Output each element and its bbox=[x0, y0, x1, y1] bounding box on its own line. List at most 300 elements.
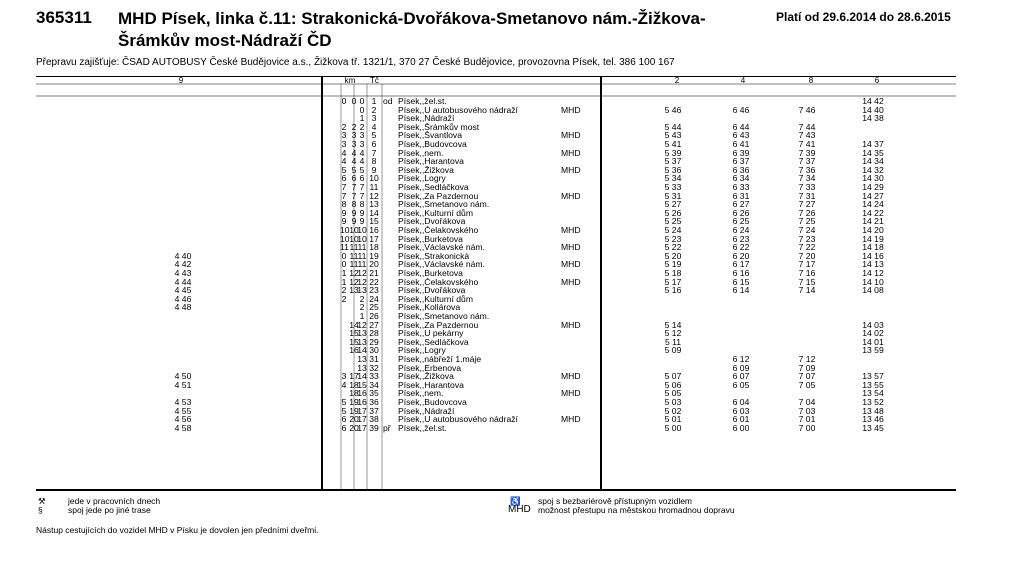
km-value: 15 bbox=[349, 336, 359, 347]
table-row bbox=[36, 114, 956, 123]
km-value: 19 bbox=[349, 397, 359, 407]
trip-9-header: 9 bbox=[178, 76, 184, 85]
table-row bbox=[36, 106, 956, 115]
stop-number: 35 bbox=[369, 388, 379, 399]
table-row bbox=[36, 329, 956, 338]
stop-number: 15 bbox=[369, 216, 379, 227]
departure-time: 7 15 bbox=[798, 276, 816, 287]
km-value: 16 bbox=[349, 345, 359, 356]
stop-number: 3 bbox=[371, 113, 377, 124]
mhd-flag: MHD bbox=[561, 147, 581, 158]
km-value: 13 bbox=[349, 285, 359, 296]
departure-time: 14 10 bbox=[862, 276, 884, 287]
departure-time: 6 44 bbox=[732, 121, 750, 132]
km-value: 3 bbox=[341, 130, 347, 141]
departure-time: 4 44 bbox=[174, 276, 192, 287]
table-row bbox=[36, 338, 956, 347]
km-value: 2 bbox=[341, 121, 347, 132]
stop-number: 36 bbox=[369, 397, 379, 407]
trip-6-header: 6 bbox=[874, 76, 880, 85]
km-value: 7 bbox=[341, 190, 347, 201]
stop-name: Písek,,Budovcova bbox=[398, 398, 467, 407]
km-value: 3 bbox=[359, 130, 365, 141]
departure-time: 5 01 bbox=[664, 414, 682, 425]
line-code: 365311 bbox=[36, 8, 92, 27]
departure-time: 13 46 bbox=[862, 414, 884, 425]
departure-time: 7 27 bbox=[798, 199, 816, 210]
departure-time: 5 24 bbox=[664, 225, 682, 235]
km-value: 5 bbox=[341, 397, 347, 407]
departure-time: 7 14 bbox=[798, 285, 816, 296]
mhd-flag: MHD bbox=[561, 190, 581, 201]
departure-time: 7 03 bbox=[798, 405, 816, 416]
table-row bbox=[36, 424, 956, 433]
departure-time: 7 44 bbox=[798, 121, 816, 132]
table-row bbox=[36, 157, 956, 166]
table-row bbox=[36, 226, 956, 235]
table-row bbox=[36, 415, 956, 424]
stop-name: Písek,,Burketova bbox=[398, 269, 463, 278]
stop-name: Písek,,Smetanovo nám. bbox=[398, 312, 490, 321]
carrier-info: Přepravu zajišťuje: ČSAD AUTOBUSY České Budějovice a.s., Žižkova tř. 1321/1, 370 27 České Budějovice, provozovna Písek, tel. 386 100 167 bbox=[36, 57, 675, 68]
legend-mhd: možnost přestupu na městskou hromadnou dopravu bbox=[538, 505, 735, 515]
mhd-flag: MHD bbox=[561, 414, 581, 425]
departure-time: 7 39 bbox=[798, 147, 816, 158]
stop-number: 8 bbox=[371, 156, 377, 167]
departure-time: 14 20 bbox=[862, 225, 884, 235]
stop-name: Písek,,Kollárova bbox=[398, 303, 461, 312]
km-value: 20 bbox=[349, 414, 359, 425]
stop-name: Písek,,Harantova bbox=[398, 380, 464, 390]
stop-number: 28 bbox=[369, 328, 379, 339]
stop-name: Písek,,Čelakovského bbox=[398, 226, 479, 235]
departure-time: 6 33 bbox=[732, 182, 750, 192]
km-value: 4 bbox=[359, 156, 365, 167]
departure-time: 5 09 bbox=[664, 345, 682, 356]
table-row bbox=[36, 192, 956, 201]
km-value: 17 bbox=[349, 371, 359, 382]
km-value: 17 bbox=[357, 405, 367, 416]
departure-time: 5 02 bbox=[664, 405, 682, 416]
km-value: 7 bbox=[359, 182, 365, 192]
km-value: 7 bbox=[351, 182, 357, 192]
departure-time: 5 26 bbox=[664, 207, 682, 218]
table-row bbox=[36, 372, 956, 381]
table-row bbox=[36, 389, 956, 398]
stop-number: 39 bbox=[369, 422, 379, 433]
km-value: 13 bbox=[357, 336, 367, 347]
km-value: 12 bbox=[349, 276, 359, 287]
departure-time: 14 21 bbox=[862, 216, 884, 227]
km-value: 9 bbox=[359, 216, 365, 227]
stop-name: Písek,,Žižkova bbox=[398, 372, 454, 381]
stop-number: 30 bbox=[369, 345, 379, 356]
table-row bbox=[36, 123, 956, 132]
stop-number: 1 bbox=[371, 96, 377, 106]
trip-8-header: 8 bbox=[808, 76, 814, 85]
departure-time: 7 16 bbox=[798, 268, 816, 278]
stop-number: 16 bbox=[369, 225, 379, 235]
table-row bbox=[36, 252, 956, 261]
mhd-flag: MHD bbox=[561, 242, 581, 253]
mhd-flag: MHD bbox=[561, 164, 581, 175]
km-value: 12 bbox=[357, 268, 367, 278]
departure-time: 5 41 bbox=[664, 139, 682, 149]
km-value: 15 bbox=[357, 379, 367, 390]
km-value: 11 bbox=[349, 259, 359, 270]
stop-number: 23 bbox=[369, 285, 379, 296]
departure-time: 6 03 bbox=[732, 405, 750, 416]
departure-time: 13 54 bbox=[862, 388, 884, 399]
departure-time: 7 12 bbox=[798, 354, 816, 364]
stop-number: 6 bbox=[371, 139, 377, 149]
table-row bbox=[36, 183, 956, 192]
departure-time: 14 27 bbox=[862, 190, 884, 201]
km-value: 6 bbox=[341, 414, 347, 425]
departure-time: 14 38 bbox=[862, 113, 884, 124]
table-row bbox=[36, 174, 956, 183]
departure-time: 6 39 bbox=[732, 147, 750, 158]
km-value: 6 bbox=[359, 173, 365, 184]
departure-time: 6 01 bbox=[732, 414, 750, 425]
departure-time: 14 24 bbox=[862, 199, 884, 210]
stop-number: 25 bbox=[369, 302, 379, 313]
km-value: 16 bbox=[357, 388, 367, 399]
km-value: 17 bbox=[357, 414, 367, 425]
km-value: 13 bbox=[357, 354, 367, 364]
km-value: 14 bbox=[349, 319, 359, 330]
departure-time: 5 03 bbox=[664, 397, 682, 407]
departure-time: 5 17 bbox=[664, 276, 682, 287]
departure-time: 5 19 bbox=[664, 259, 682, 270]
departure-time: 7 36 bbox=[798, 164, 816, 175]
table-row bbox=[36, 312, 956, 321]
km-value: 4 bbox=[351, 147, 357, 158]
km-value: 3 bbox=[351, 139, 357, 149]
stop-name: Písek,,Nádraží bbox=[398, 406, 455, 416]
departure-time: 5 12 bbox=[664, 328, 682, 339]
trip-4-header: 4 bbox=[740, 76, 746, 85]
km-value: 1 bbox=[341, 276, 347, 287]
km-value: 0 bbox=[359, 104, 365, 115]
mhd-flag: MHD bbox=[561, 130, 581, 141]
legend-wheelchair: spoj s bezbariérově přístupným vozidlem bbox=[538, 496, 693, 506]
departure-time: 5 31 bbox=[664, 190, 682, 201]
departure-time: 5 36 bbox=[664, 164, 682, 175]
departure-time: 4 45 bbox=[174, 285, 192, 296]
km-value: 10 bbox=[357, 225, 367, 235]
departure-time: 7 25 bbox=[798, 216, 816, 227]
departure-time: 6 34 bbox=[732, 173, 750, 184]
table-row bbox=[36, 364, 956, 373]
departure-time: 7 17 bbox=[798, 259, 816, 270]
departure-time: 5 07 bbox=[664, 371, 682, 382]
validity: Platí od 29.6.2014 do 28.6.2015 bbox=[776, 10, 951, 24]
table-row bbox=[36, 217, 956, 226]
km-value: 5 bbox=[351, 164, 357, 175]
stop-number: 14 bbox=[369, 207, 379, 218]
departure-time: 14 01 bbox=[862, 336, 884, 347]
departure-time: 13 59 bbox=[862, 345, 884, 356]
od-pr-mark: od bbox=[383, 96, 393, 106]
departure-time: 14 35 bbox=[862, 147, 884, 158]
stop-name: Písek,,Kulturní dům bbox=[398, 294, 473, 304]
table-row bbox=[36, 149, 956, 158]
departure-time: 7 31 bbox=[798, 190, 816, 201]
km-value: 4 bbox=[341, 379, 347, 390]
stop-name: Písek,,žel.st. bbox=[398, 97, 447, 106]
departure-time: 13 48 bbox=[862, 405, 884, 416]
table-row bbox=[36, 235, 956, 244]
km-value: 3 bbox=[341, 139, 347, 149]
departure-time: 14 12 bbox=[862, 268, 884, 278]
departure-time: 6 36 bbox=[732, 164, 750, 175]
km-value: 9 bbox=[351, 207, 357, 218]
departure-time: 5 06 bbox=[664, 379, 682, 390]
km-value: 11 bbox=[349, 250, 359, 261]
departure-time: 7 37 bbox=[798, 156, 816, 167]
departure-time: 5 00 bbox=[664, 422, 682, 433]
km-value: 1 bbox=[359, 311, 365, 321]
stop-number: 37 bbox=[369, 405, 379, 416]
departure-time: 5 46 bbox=[664, 104, 682, 115]
departure-time: 5 25 bbox=[664, 216, 682, 227]
departure-time: 6 05 bbox=[732, 379, 750, 390]
km-value: 7 bbox=[351, 190, 357, 201]
departure-time: 14 13 bbox=[862, 259, 884, 270]
table-row bbox=[36, 381, 956, 390]
departure-time: 5 16 bbox=[664, 285, 682, 296]
departure-time: 14 03 bbox=[862, 319, 884, 330]
stop-name: Písek,,Sedláčkova bbox=[398, 183, 469, 192]
stop-number: 4 bbox=[371, 121, 377, 132]
stop-number: 9 bbox=[371, 164, 377, 175]
tc-header: Tč bbox=[370, 76, 379, 85]
km-value: 8 bbox=[341, 199, 347, 210]
departure-time: 4 46 bbox=[174, 293, 192, 304]
departure-time: 6 41 bbox=[732, 139, 750, 149]
stop-number: 10 bbox=[369, 173, 379, 184]
stop-name: Písek,,Burketova bbox=[398, 234, 463, 244]
table-row bbox=[36, 243, 956, 252]
stop-number: 34 bbox=[369, 379, 379, 390]
km-value: 6 bbox=[341, 173, 347, 184]
boarding-note: Nástup cestujících do vozidel MHD v Písku je dovolen jen předními dveřmi. bbox=[36, 525, 319, 535]
km-value: 16 bbox=[357, 397, 367, 407]
departure-time: 6 31 bbox=[732, 190, 750, 201]
mhd-flag: MHD bbox=[561, 225, 581, 235]
departure-time: 13 57 bbox=[862, 371, 884, 382]
km-value: 9 bbox=[359, 207, 365, 218]
stop-number: 31 bbox=[369, 354, 379, 364]
departure-time: 6 15 bbox=[732, 276, 750, 287]
departure-time: 6 00 bbox=[732, 422, 750, 433]
table-row bbox=[36, 209, 956, 218]
legend-other-route-icon: § bbox=[38, 505, 43, 515]
km-value: 13 bbox=[357, 285, 367, 296]
departure-time: 14 37 bbox=[862, 139, 884, 149]
stop-name: Písek,,U pekárny bbox=[398, 329, 464, 338]
departure-time: 6 22 bbox=[732, 242, 750, 253]
stop-number: 32 bbox=[369, 362, 379, 373]
trip-2-header: 2 bbox=[674, 76, 680, 85]
departure-time: 5 37 bbox=[664, 156, 682, 167]
km-value: 6 bbox=[351, 173, 357, 184]
departure-time: 14 34 bbox=[862, 156, 884, 167]
stop-name: Písek,,Kulturní dům bbox=[398, 208, 473, 218]
departure-time: 5 33 bbox=[664, 182, 682, 192]
stop-name: Písek,,Dvořákova bbox=[398, 286, 466, 295]
km-value: 2 bbox=[359, 293, 365, 304]
km-value: 0 bbox=[341, 250, 347, 261]
stop-number: 21 bbox=[369, 268, 379, 278]
km-value: 10 bbox=[357, 233, 367, 244]
stop-number: 20 bbox=[369, 259, 379, 270]
line-title: MHD Písek, linka č.11: Strakonická-Dvořákova-Smetanovo nám.-Žižkova-Šrámkův most-Nádraží ČD bbox=[118, 9, 706, 50]
km-value: 11 bbox=[349, 242, 359, 253]
mhd-flag: MHD bbox=[561, 319, 581, 330]
departure-time: 7 33 bbox=[798, 182, 816, 192]
stop-number: 38 bbox=[369, 414, 379, 425]
departure-time: 14 19 bbox=[862, 233, 884, 244]
table-row bbox=[36, 286, 956, 295]
stop-name: Písek,,Erbenova bbox=[398, 363, 462, 373]
departure-time: 4 56 bbox=[174, 414, 192, 425]
km-value: 8 bbox=[359, 199, 365, 210]
departure-time: 4 40 bbox=[174, 250, 192, 261]
stop-name: Písek,,Švantlova bbox=[398, 131, 463, 140]
km-value: 6 bbox=[341, 422, 347, 433]
departure-time: 7 41 bbox=[798, 139, 816, 149]
stop-name: Písek,,Smetanovo nám. bbox=[398, 200, 490, 209]
departure-time: 6 46 bbox=[732, 104, 750, 115]
departure-time: 5 14 bbox=[664, 319, 682, 330]
km-value: 19 bbox=[349, 405, 359, 416]
departure-time: 7 22 bbox=[798, 242, 816, 253]
table-row bbox=[36, 260, 956, 269]
km-value: 0 bbox=[351, 96, 357, 106]
table-row bbox=[36, 140, 956, 149]
stop-name: Písek,,Šrámkův most bbox=[398, 122, 480, 132]
km-value: 18 bbox=[349, 388, 359, 399]
departure-time: 13 45 bbox=[862, 422, 884, 433]
departure-time: 4 53 bbox=[174, 397, 192, 407]
stop-name: Písek,,Václavské nám. bbox=[398, 243, 485, 252]
km-value: 3 bbox=[351, 130, 357, 141]
departure-time: 14 32 bbox=[862, 164, 884, 175]
km-value: 12 bbox=[357, 276, 367, 287]
departure-time: 14 22 bbox=[862, 207, 884, 218]
stop-number: 18 bbox=[369, 242, 379, 253]
stop-name: Písek,,Logry bbox=[398, 346, 446, 355]
km-value: 8 bbox=[351, 199, 357, 210]
km-value: 7 bbox=[359, 190, 365, 201]
departure-time: 7 43 bbox=[798, 130, 816, 141]
km-value: 0 bbox=[341, 96, 347, 106]
km-value: 17 bbox=[357, 422, 367, 433]
km-value: 4 bbox=[351, 156, 357, 167]
table-row bbox=[36, 131, 956, 140]
stop-name: Písek,,Budovcova bbox=[398, 140, 467, 149]
departure-time: 6 14 bbox=[732, 285, 750, 296]
departure-time: 5 05 bbox=[664, 388, 682, 399]
stop-number: 27 bbox=[369, 319, 379, 330]
km-value: 11 bbox=[340, 242, 349, 253]
departure-time: 4 51 bbox=[174, 379, 192, 390]
km-value: 10 bbox=[349, 233, 359, 244]
km-value: 2 bbox=[341, 285, 347, 296]
departure-time: 7 26 bbox=[798, 207, 816, 218]
departure-time: 5 18 bbox=[664, 268, 682, 278]
departure-time: 13 55 bbox=[862, 379, 884, 390]
km-value: 11 bbox=[357, 259, 367, 270]
stop-name: Písek,,Žižkova bbox=[398, 165, 454, 175]
stop-number: 13 bbox=[369, 199, 379, 210]
km-value: 7 bbox=[341, 182, 347, 192]
stop-number: 19 bbox=[369, 250, 379, 261]
km-value: 9 bbox=[341, 216, 347, 227]
stop-number: 5 bbox=[371, 130, 377, 141]
departure-time: 7 34 bbox=[798, 173, 816, 184]
departure-time: 14 02 bbox=[862, 328, 884, 339]
departure-time: 6 16 bbox=[732, 268, 750, 278]
departure-time: 14 40 bbox=[862, 104, 884, 115]
table-row bbox=[36, 355, 956, 364]
km-value: 0 bbox=[359, 96, 365, 106]
legend-workdays-icon: ⚒ bbox=[38, 496, 46, 506]
legend-wheelchair-icon: ♿ bbox=[510, 496, 521, 506]
departure-time: 6 04 bbox=[732, 397, 750, 407]
km-value: 0 bbox=[341, 259, 347, 270]
km-value: 13 bbox=[357, 362, 367, 373]
stop-number: 29 bbox=[369, 336, 379, 347]
table-row bbox=[36, 278, 956, 287]
stop-name: Písek,,Harantova bbox=[398, 157, 464, 166]
departure-time: 14 08 bbox=[862, 285, 884, 296]
km-value: 2 bbox=[359, 302, 365, 313]
departure-time: 7 04 bbox=[798, 397, 816, 407]
stop-number: 17 bbox=[369, 233, 379, 244]
od-pr-mark: př bbox=[383, 422, 391, 433]
km-value: 11 bbox=[357, 250, 367, 261]
departure-time: 7 46 bbox=[798, 104, 816, 115]
km-value: 10 bbox=[340, 233, 350, 244]
departure-time: 6 43 bbox=[732, 130, 750, 141]
table-row bbox=[36, 407, 956, 416]
departure-time: 14 30 bbox=[862, 173, 884, 184]
stop-name: Písek,,Za Pazdernou bbox=[398, 191, 479, 201]
km-value: 5 bbox=[359, 164, 365, 175]
departure-time: 14 18 bbox=[862, 242, 884, 253]
km-value: 11 bbox=[357, 242, 367, 253]
departure-time: 6 09 bbox=[732, 362, 750, 373]
legend-other-route: spoj jede po jiné trase bbox=[68, 505, 151, 515]
km-value: 12 bbox=[349, 268, 359, 278]
departure-time: 5 23 bbox=[664, 233, 682, 244]
stop-number: 24 bbox=[369, 293, 379, 304]
table-row bbox=[36, 398, 956, 407]
departure-time: 6 24 bbox=[732, 225, 750, 235]
departure-time: 7 23 bbox=[798, 233, 816, 244]
mhd-flag: MHD bbox=[561, 104, 581, 115]
table-row bbox=[36, 303, 956, 312]
stop-name: Písek,,Nádraží bbox=[398, 114, 455, 123]
stop-number: 22 bbox=[369, 276, 379, 287]
km-value: 9 bbox=[351, 216, 357, 227]
km-value: 1 bbox=[359, 113, 365, 124]
departure-time: 6 12 bbox=[732, 354, 750, 364]
stop-name: Písek,,U autobusového nádraží bbox=[398, 415, 518, 424]
